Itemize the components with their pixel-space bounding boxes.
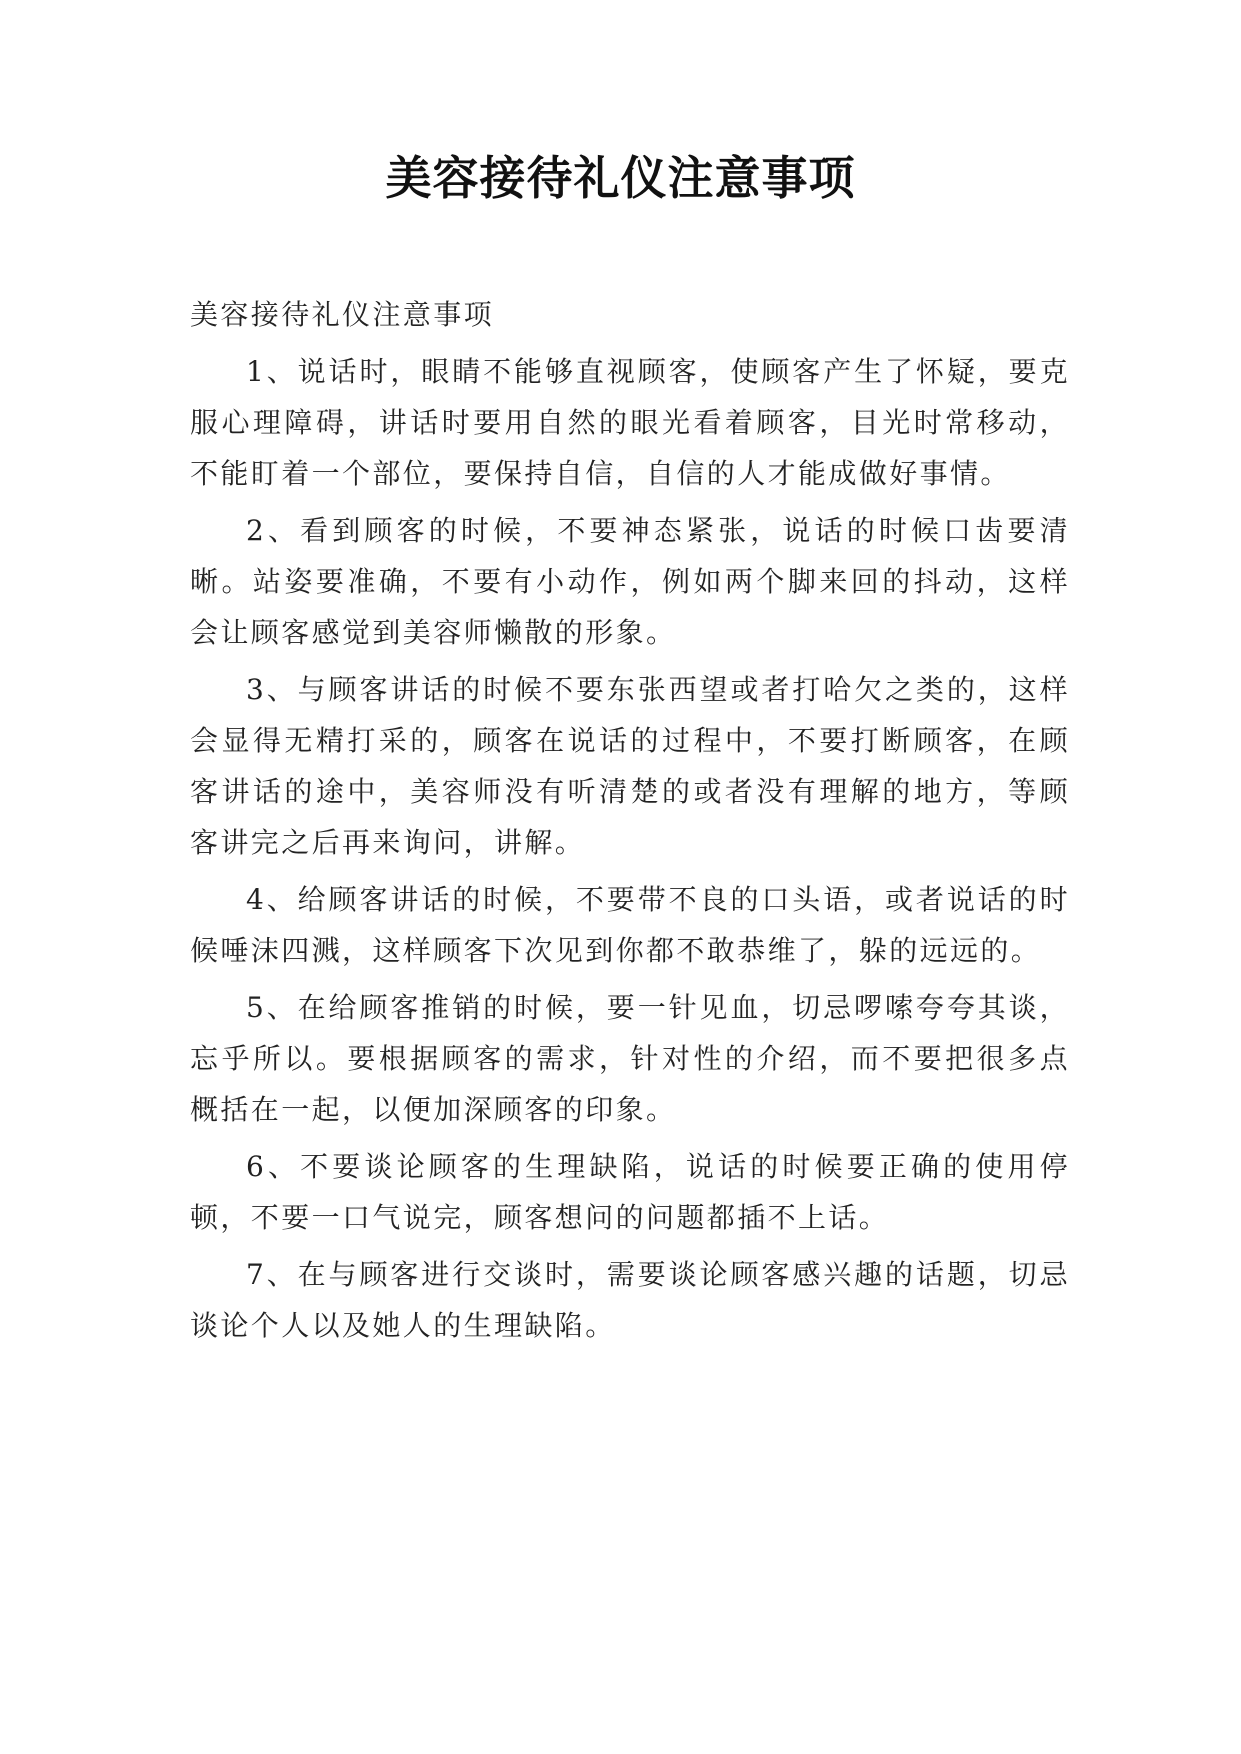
paragraph-6: 6、不要谈论顾客的生理缺陷，说话的时候要正确的使用停顿，不要一口气说完，顾客想问的问题都插不上话。: [190, 1150, 1070, 1234]
paragraph-4: 4、给顾客讲话的时候，不要带不良的口头语，或者说话的时候唾沫四溅，这样顾客下次见到你都不敢恭维了，躲的远远的。: [190, 883, 1070, 967]
document-subtitle: 美容接待礼仪注意事项: [190, 298, 495, 331]
document-title: 美容接待礼仪注意事项: [385, 151, 856, 205]
paragraph-1: 1、说话时，眼睛不能够直视顾客，使顾客产生了怀疑，要克服心理障碍，讲话时要用自然的眼光看着顾客，目光时常移动，不能盯着一个部位，要保持自信，自信的人才能成做好事情。: [190, 355, 1070, 490]
paragraph-5: 5、在给顾客推销的时候，要一针见血，切忌啰嗦夸夸其谈，忘乎所以。要根据顾客的需求，针对性的介绍，而不要把很多点概括在一起，以便加深顾客的印象。: [190, 991, 1070, 1126]
paragraph-2: 2、看到顾客的时候，不要神态紧张，说话的时候口齿要清晰。站姿要准确，不要有小动作，例如两个脚来回的抖动，这样会让顾客感觉到美容师懒散的形象。: [190, 514, 1070, 649]
document-body: [190, 289, 1070, 1357]
paragraph-7: 7、在与顾客进行交谈时，需要谈论顾客感兴趣的话题，切忌谈论个人以及她人的生理缺陷。: [190, 1258, 1070, 1342]
paragraph-3: 3、与顾客讲话的时候不要东张西望或者打哈欠之类的，这样会显得无精打采的，顾客在说话的过程中，不要打断顾客，在顾客讲话的途中，美容师没有听清楚的或者没有理解的地方，等顾客讲完之后再来询问，讲解。: [190, 673, 1070, 859]
